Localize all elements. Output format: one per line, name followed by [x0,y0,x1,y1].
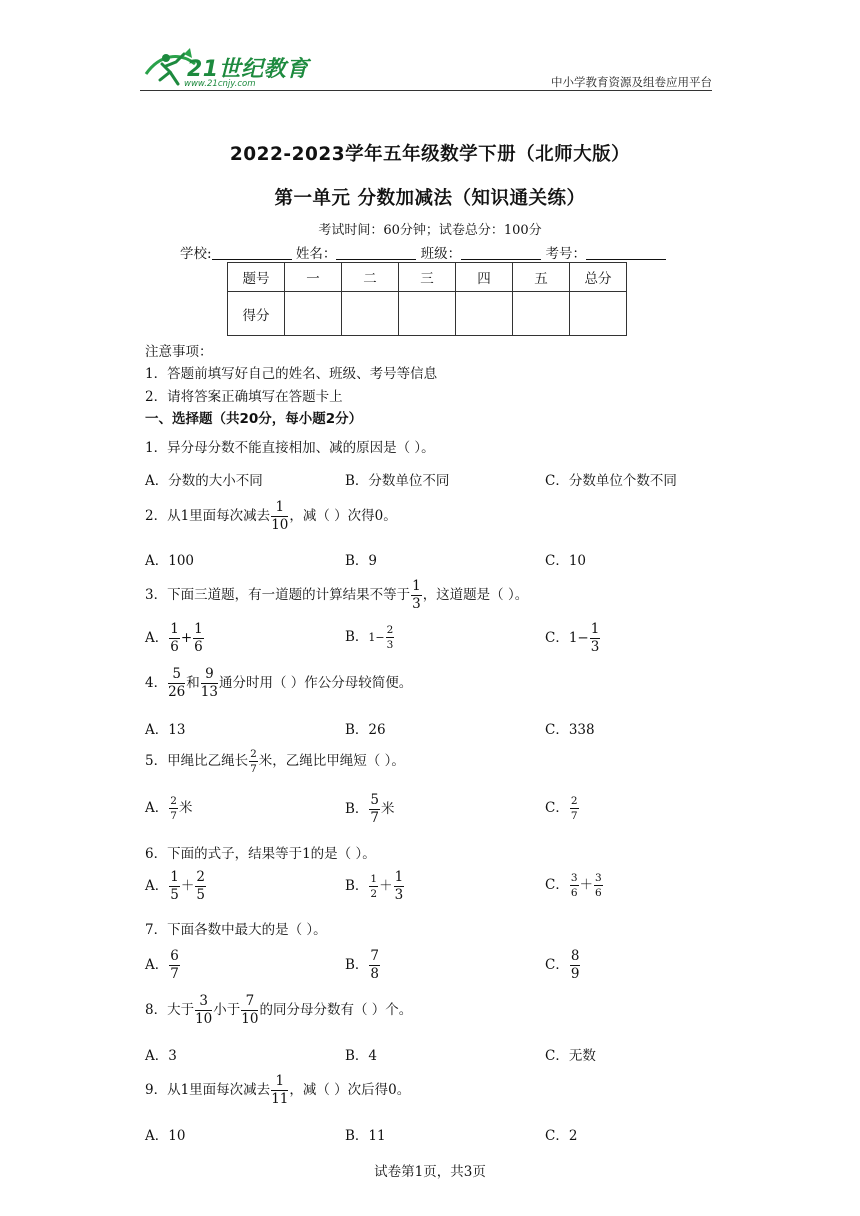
section-heading: 一、选择题（共20分，每小题2分） [145,411,363,427]
numerator: 9 [201,668,218,684]
q8-text: 小于 [213,1002,241,1018]
question-8 [145,995,412,1026]
logo-text: 21世纪教育 [187,57,309,82]
q9-option-b[interactable]: B．11 [345,1128,386,1144]
fraction [241,995,258,1026]
numerator: 1 [170,621,179,637]
q5-text: 米，乙绳比甲绳短（ ）。 [258,753,405,769]
fraction [570,950,581,981]
denominator: 7 [570,809,578,822]
fraction [193,623,204,654]
score-cell[interactable] [399,292,456,336]
id-field[interactable] [586,245,666,260]
q3-option-c[interactable] [545,623,601,654]
fraction [169,796,178,821]
question-3 [145,580,528,611]
score-row-label: 得分 [228,292,285,336]
q2-option-c[interactable]: C．10 [545,553,587,569]
fraction [369,794,380,825]
q1-option-a[interactable]: A．分数的大小不同 [145,473,263,489]
notes-title: 注意事项： [145,344,213,360]
operator: ＋ [180,878,195,894]
q8-text: 8．大于 [145,1002,195,1018]
option-label: B． [345,801,369,817]
q3-text: 3．下面三道题，有一道题的计算结果不等于 [145,587,411,603]
score-header-cell: 题号 [228,263,285,292]
q2-text: 2．从1里面每次减去 [145,508,271,524]
fraction [249,749,258,774]
denominator: 7 [370,809,380,826]
score-table-header-row [228,263,627,292]
score-cell[interactable] [513,292,570,336]
numerator: 7 [241,995,258,1011]
q4-option-c[interactable]: C．338 [545,722,595,738]
numerator: 1 [590,621,600,637]
unit: 米 [381,801,395,817]
denominator: 2 [370,887,378,900]
name-label: 姓名： [295,246,337,262]
fraction [394,871,405,902]
q6-option-a[interactable] [145,871,207,902]
page-subtitle: 第一单元 分数加减法（知识通关练） [274,188,586,209]
fraction [201,668,218,699]
logo-url: www.21cnjy.com [184,79,256,89]
platform-name: 中小学教育资源及组卷应用平台 [551,75,712,89]
q8-text: 的同分母分数有（ ）个。 [259,1002,413,1018]
class-field[interactable] [461,245,541,260]
q8-option-b[interactable]: B．4 [345,1048,378,1064]
numerator: 2 [386,624,394,636]
fraction [168,668,185,699]
numerator: 1 [170,869,179,885]
name-field[interactable] [336,245,416,260]
operator: + [180,630,193,646]
class-label: 班级： [420,246,462,262]
numerator: 6 [170,948,179,964]
denominator: 5 [170,886,179,903]
fraction [169,950,180,981]
q3-option-a[interactable] [145,623,205,654]
fraction [271,1075,288,1106]
q4-text: 通分时用（ ）作公分母较简便。 [218,675,413,691]
option-label: A． [145,800,169,816]
q8-option-a[interactable]: A．3 [145,1048,177,1064]
question-5 [145,749,405,774]
unit: 米 [178,800,193,816]
q2-option-b[interactable]: B．9 [345,553,378,569]
operator: ＋ [579,877,594,893]
denominator: 26 [168,683,186,700]
numerator: 5 [370,792,380,808]
score-header-cell: 二 [342,263,399,292]
fraction [369,950,380,981]
option-label: C． [545,877,569,893]
q6-option-c[interactable] [545,873,604,898]
numerator: 3 [595,872,602,884]
score-header-cell: 一 [285,263,342,292]
numerator: 1 [271,1075,288,1091]
q7-option-c[interactable] [545,950,581,981]
denominator: 9 [570,965,580,982]
score-cell[interactable] [456,292,513,336]
denominator: 7 [250,762,257,775]
numerator: 3 [195,995,212,1011]
q5-option-a[interactable] [145,796,192,821]
numerator: 5 [168,668,185,684]
denominator: 6 [170,638,179,655]
score-header-cell: 总分 [570,263,627,292]
q4-option-a[interactable]: A．13 [145,722,186,738]
option-label: B． [345,629,369,645]
id-label: 考号： [545,246,586,262]
numerator: 3 [570,872,578,884]
q9-option-a[interactable]: A．10 [145,1128,186,1144]
denominator: 10 [241,1010,259,1027]
score-cell[interactable] [342,292,399,336]
q2-option-a[interactable]: A．100 [145,553,195,569]
denominator: 6 [570,886,578,899]
score-cell[interactable] [570,292,627,336]
option-label: B． [345,878,369,894]
operator: ＋ [379,878,393,894]
q6-option-b[interactable] [345,871,405,902]
school-field[interactable] [212,245,292,260]
option-label: A． [145,630,169,646]
fraction [169,623,180,654]
q7-option-a[interactable] [145,950,181,981]
fraction [386,625,395,650]
denominator: 6 [194,638,203,655]
q8-option-c[interactable]: C．无数 [545,1048,596,1064]
numerator: 2 [196,869,205,885]
numerator: 2 [570,795,578,807]
expression: 1− [368,631,385,644]
fraction [271,501,288,532]
denominator: 3 [394,886,404,903]
page-footer: 试卷第1页，共3页 [374,1164,486,1180]
question-4 [145,668,412,699]
score-table-score-row [228,292,627,336]
denominator: 11 [271,1090,289,1107]
numerator: 1 [370,873,378,885]
question-2 [145,501,397,532]
note-item: 2．请将答案正确填写在答题卡上 [145,389,343,405]
page-title: 2022-2023学年五年级数学下册（北师大版） [229,144,631,165]
question-7: 7．下面各数中最大的是（ ）。 [145,922,327,938]
denominator: 7 [170,965,179,982]
numerator: 1 [271,501,288,517]
denominator: 5 [196,886,205,903]
q1-option-c[interactable]: C．分数单位个数不同 [545,473,677,489]
numerator: 2 [250,748,257,760]
option-label: A． [145,957,169,973]
option-label: C． [545,957,569,973]
fraction [570,796,579,821]
denominator: 13 [200,683,218,700]
q4-number: 4． [145,675,168,691]
denominator: 7 [170,809,177,822]
q9-text: 9．从1里面每次减去 [145,1082,271,1098]
numerator: 1 [394,869,404,885]
exam-info: 考试时间：60分钟；试卷总分：100分 [318,223,542,238]
fraction [369,874,378,899]
score-header-cell: 三 [399,263,456,292]
q3-option-b[interactable] [345,625,395,650]
fraction [169,871,180,902]
denominator: 3 [386,638,394,651]
denominator: 3 [590,638,600,655]
q1-option-b[interactable]: B．分数单位不同 [345,473,450,489]
fraction [590,623,601,654]
q7-option-b[interactable] [345,950,381,981]
score-header-cell: 五 [513,263,570,292]
numerator: 7 [370,948,380,964]
numerator: 1 [194,621,203,637]
q5-text: 5．甲绳比乙绳长 [145,753,249,769]
q4-option-b[interactable]: B．26 [345,722,386,738]
option-label: C． [545,630,569,646]
q4-text: 和 [186,675,200,691]
option-label: B． [345,957,369,973]
denominator: 10 [271,516,289,533]
fraction [570,873,579,898]
q9-text: ，减（ ）次后得0。 [289,1082,411,1098]
q3-text: ，这道题是（ ）。 [422,587,529,603]
info-fields [180,242,666,262]
denominator: 8 [370,965,380,982]
denominator: 10 [195,1010,213,1027]
score-cell[interactable] [285,292,342,336]
expression: 1− [568,630,589,646]
q9-option-c[interactable]: C．2 [545,1128,578,1144]
numerator: 1 [412,578,421,594]
fraction [411,580,422,611]
denominator: 6 [595,886,602,899]
option-label: A． [145,878,169,894]
fraction [594,873,603,898]
school-label: 学校: [180,246,212,262]
fraction [195,995,212,1026]
question-6: 6．下面的式子，结果等于1的是（ ）。 [145,846,376,862]
score-table [227,262,627,336]
numerator: 8 [570,948,580,964]
fraction [195,871,206,902]
q5-option-b[interactable] [345,794,395,825]
option-label: C． [545,800,569,816]
score-header-cell: 四 [456,263,513,292]
numerator: 2 [170,795,177,807]
denominator: 3 [412,595,421,612]
q2-text: ，减（ ）次得0。 [289,508,397,524]
question-9 [145,1075,410,1106]
header-divider [140,90,712,91]
q5-option-c[interactable] [545,796,580,821]
question-1: 1．异分母分数不能直接相加、减的原因是（ ）。 [145,440,435,456]
note-item: 1．答题前填写好自己的姓名、班级、考号等信息 [145,366,438,382]
